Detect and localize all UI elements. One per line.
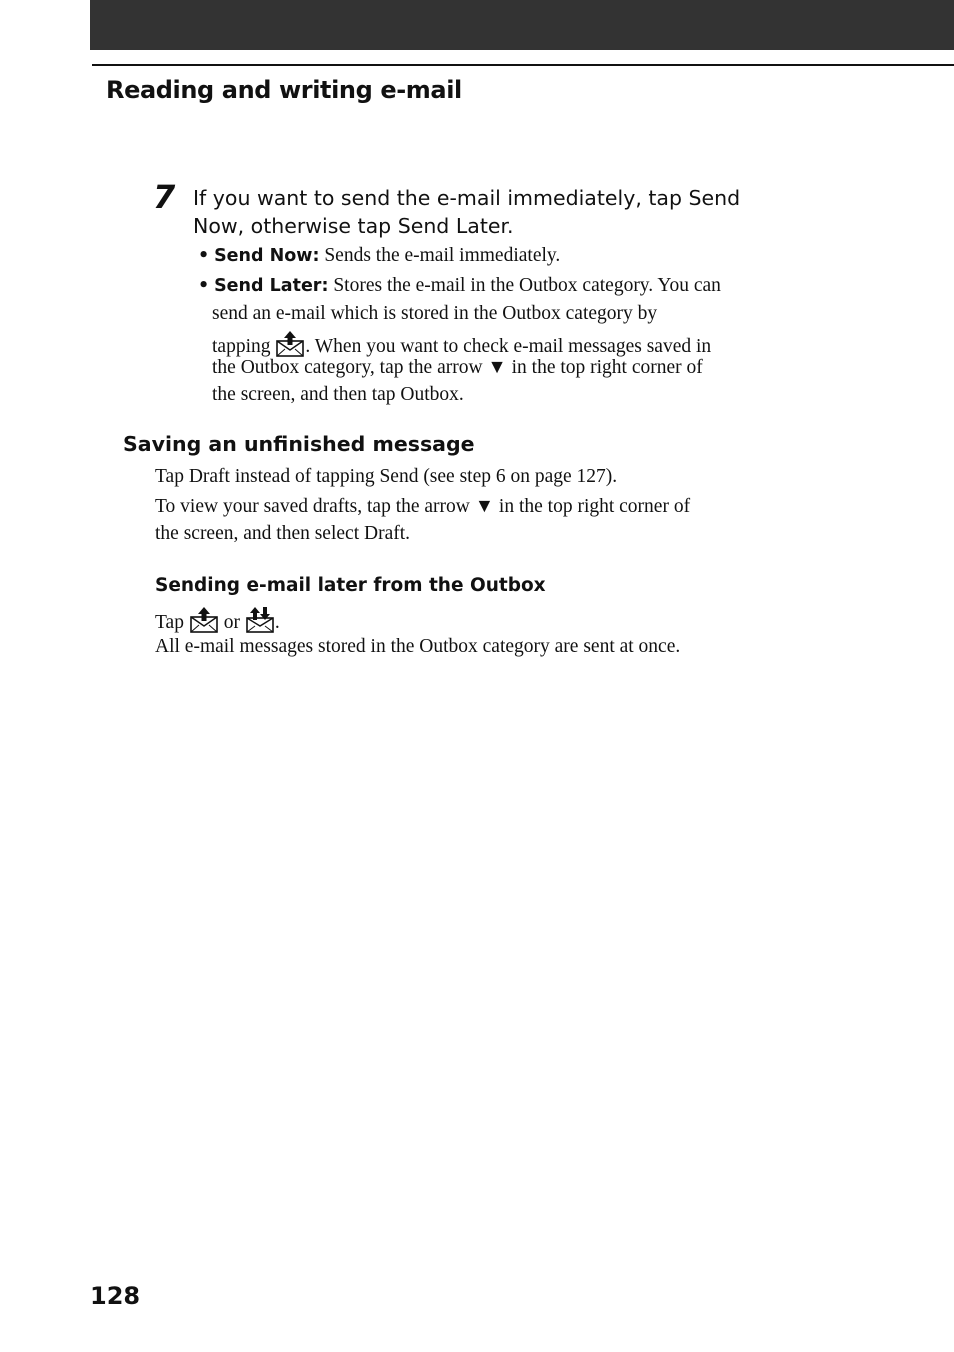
step-instruction [193,184,793,240]
section-title: Reading and writing e-mail [106,76,462,104]
send-receive-icon[interactable] [245,606,275,634]
bullet-mark: • [198,246,210,266]
send-later-line-3b: . When you want to check e-mail messages saved in [305,336,712,357]
sending-later-heading: Sending e-mail later from the Outbox [155,575,546,596]
send-later-text: Stores the e-mail in the Outbox category. You can [328,275,721,296]
page-number: 128 [90,1282,141,1310]
step-instruction-line-2: Now, otherwise tap Send Later. [193,214,514,238]
outbox-send-icon[interactable] [189,606,219,634]
send-later-line-3 [212,330,711,358]
bullet-send-now [198,245,560,267]
period-text: . [274,612,280,633]
send-later-line-2: send an e-mail which is stored in the Outbox category by [212,303,658,324]
step-number: 7 [153,178,176,216]
send-later-label: Send Later: [214,276,329,296]
send-now-text: Sends the e-mail immediately. [319,245,561,266]
send-now-label: Send Now: [214,246,320,266]
header-rule [92,64,954,66]
bullet-send-later [198,275,721,297]
tap-text: Tap [155,612,189,633]
sending-later-line-1 [155,606,280,634]
saving-heading: Saving an unfinished message [123,432,475,456]
step-instruction-line-1: If you want to send the e-mail immediately, tap Send [193,186,741,210]
header-bar [90,0,954,50]
saving-line-3: the screen, and then select Draft. [155,523,411,544]
saving-line-2: To view your saved drafts, tap the arrow ▼ in the top right corner of [155,496,691,517]
send-later-line-3a: tapping [212,336,276,357]
bullet-mark: • [198,276,210,296]
or-text: or [218,612,245,633]
outbox-send-icon[interactable] [275,330,305,358]
send-later-line-5: the screen, and then tap Outbox. [212,384,464,405]
send-later-line-4: the Outbox category, tap the arrow ▼ in the top right corner of [212,357,703,378]
saving-line-1: Tap Draft instead of tapping Send (see step 6 on page 127). [155,466,618,487]
sending-later-line-2: All e-mail messages stored in the Outbox category are sent at once. [155,636,681,657]
